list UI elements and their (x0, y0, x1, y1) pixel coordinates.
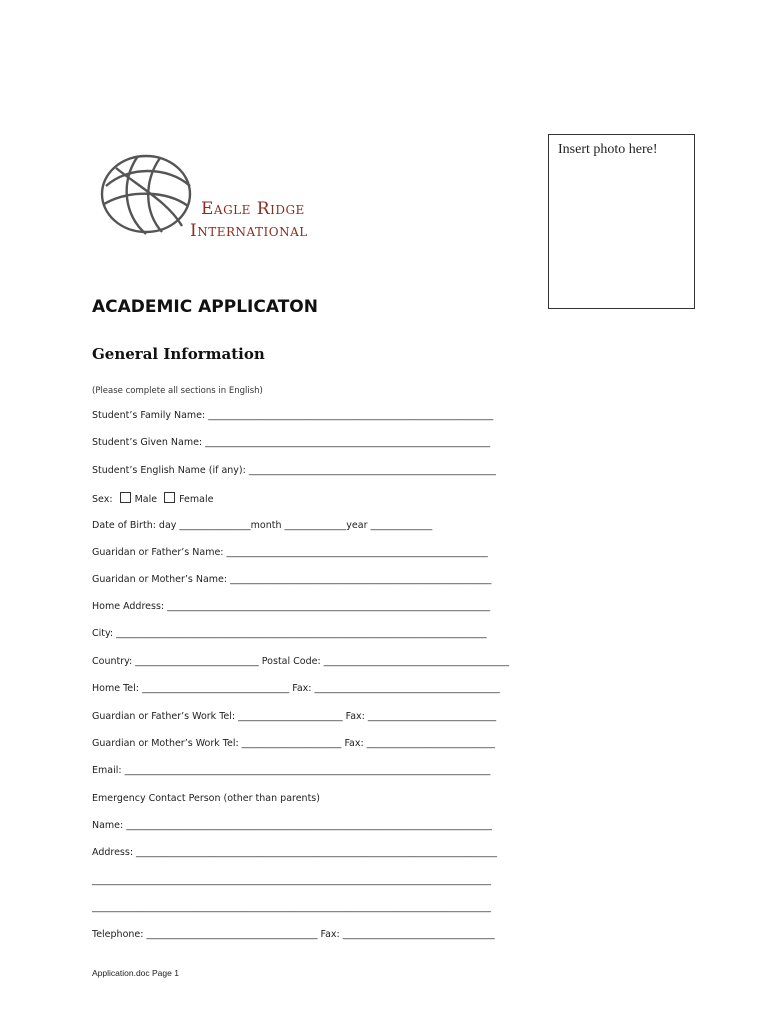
photo-label: Insert photo here! (558, 142, 658, 157)
father-name-field[interactable]: Guaridan or Father’s Name: _______________________________________________________ (92, 547, 488, 558)
address-line-3[interactable]: ____________________________________________________________________________________ (92, 902, 491, 913)
telephone-fax-field[interactable]: Telephone: ____________________________________ Fax: ________________________________ (92, 929, 495, 940)
home-tel-fax-field[interactable]: Home Tel: _______________________________ Fax: _______________________________________ (92, 683, 500, 694)
female-checkbox[interactable] (164, 492, 175, 503)
emergency-name-field[interactable]: Name: _____________________________________________________________________________ (92, 820, 492, 831)
male-label: Male (134, 494, 158, 505)
father-work-tel-field[interactable]: Guardian or Father’s Work Tel: ______________________ Fax: ___________________________ (92, 711, 497, 722)
page-footer: Application.doc Page 1 (92, 968, 179, 978)
emergency-contact-heading: Emergency Contact Person (other than parents) (92, 793, 320, 804)
section-heading: General Information (92, 345, 265, 363)
date-of-birth-field[interactable]: Date of Birth: day _______________month _____________year _____________ (92, 520, 433, 531)
emergency-address-field[interactable]: Address: ____________________________________________________________________________ (92, 847, 498, 858)
family-name-field[interactable]: Student’s Family Name: ____________________________________________________________ (92, 410, 494, 421)
city-field[interactable]: City: ______________________________________________________________________________ (92, 628, 487, 639)
sex-field (92, 492, 213, 505)
photo-placeholder[interactable] (548, 134, 695, 309)
email-field[interactable]: Email: _____________________________________________________________________________ (92, 765, 491, 776)
female-label: Female (179, 494, 214, 505)
eagle-ridge-logo (98, 146, 348, 246)
logo-line-1: Eagle Ridge (201, 199, 305, 219)
male-checkbox[interactable] (120, 492, 131, 503)
mother-name-field[interactable]: Guaridan or Mother’s Name: _______________________________________________________ (92, 574, 492, 585)
page-title: ACADEMIC APPLICATON (92, 297, 318, 317)
mother-work-tel-field[interactable]: Guardian or Mother’s Work Tel: _____________________ Fax: ___________________________ (92, 738, 495, 749)
sex-label: Sex: (92, 494, 113, 505)
address-line-2[interactable]: ____________________________________________________________________________________ (92, 875, 491, 886)
logo-line-2: International (190, 221, 308, 241)
instruction-note: (Please complete all sections in English) (92, 386, 263, 396)
home-address-field[interactable]: Home Address: ____________________________________________________________________ (92, 601, 491, 612)
given-name-field[interactable]: Student’s Given Name: ____________________________________________________________ (92, 437, 491, 448)
globe-icon (98, 146, 198, 246)
english-name-field[interactable]: Student’s English Name (if any): ____________________________________________________ (92, 465, 496, 476)
country-postal-field[interactable]: Country: __________________________ Postal Code: _______________________________________ (92, 656, 509, 667)
